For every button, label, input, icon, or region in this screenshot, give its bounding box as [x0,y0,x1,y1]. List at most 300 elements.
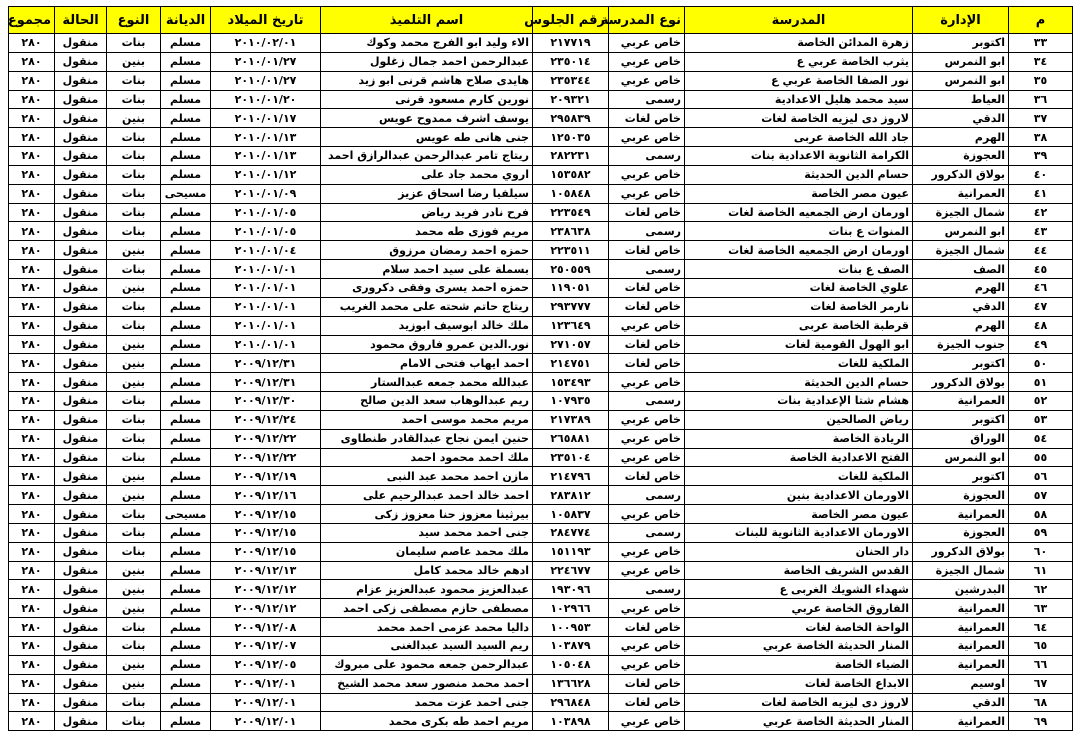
cell-gender: بنات [107,637,161,656]
cell-school: عيون مصر الخاصة [685,184,913,203]
cell-administration: ابو النمرس [913,222,1009,241]
table-row [9,637,1073,656]
cell-birth-date: ٢٠٠٩/١٢/١٦ [211,486,321,505]
cell-gender: بنات [107,429,161,448]
cell-birth-date: ٢٠٠٩/١٢/١٥ [211,505,321,524]
table-header-row [9,7,1073,34]
cell-seat-number: ١٥٣٤٩٣ [533,373,609,392]
cell-birth-date: ٢٠١٠/٠١/٢٠ [211,90,321,109]
cell-row-number: ٦٤ [1009,618,1073,637]
cell-school: المنار الحديثة الخاصة عربي [685,712,913,731]
cell-school-type: رسمى [609,222,685,241]
cell-student-name: احمد خالد احمد عبدالرحيم على [321,486,533,505]
cell-school: دار الحنان [685,542,913,561]
cell-school: حسام الدين الحديثة [685,165,913,184]
cell-student-name: نورين كارم مسعود قرنى [321,90,533,109]
cell-school-type: خاص لغات [609,241,685,260]
cell-school: علوي الخاصة لغات [685,278,913,297]
cell-birth-date: ٢٠٠٩/١٢/١٩ [211,467,321,486]
cell-seat-number: ١٠٧٩٣٥ [533,392,609,411]
cell-religion: مسلم [161,467,211,486]
table-row [9,354,1073,373]
cell-seat-number: ٢٢٤٦٧٧ [533,561,609,580]
table-row [9,561,1073,580]
cell-student-name: ادهم خالد محمد كامل [321,561,533,580]
cell-birth-date: ٢٠٠٩/١٢/٠٨ [211,618,321,637]
cell-school-type: خاص لغات [609,297,685,316]
cell-birth-date: ٢٠٠٩/١٢/١٢ [211,599,321,618]
cell-religion: مسلم [161,674,211,693]
cell-seat-number: ١١٩٠٥١ [533,278,609,297]
cell-status: منقول [55,580,107,599]
cell-student-name: مريم فوزى طه محمد [321,222,533,241]
cell-total: ٢٨٠ [9,599,55,618]
cell-school-type: رسمى [609,392,685,411]
cell-student-name: فرح نادر فريد رياض [321,203,533,222]
cell-seat-number: ٢٩٣٧٧٧ [533,297,609,316]
cell-religion: مسلم [161,34,211,53]
cell-student-name: هايدى صلاح هاشم قرنى ابو زيد [321,71,533,90]
cell-birth-date: ٢٠٠٩/١٢/٠١ [211,693,321,712]
cell-gender: بنات [107,297,161,316]
cell-administration: اكتوبر [913,34,1009,53]
cell-birth-date: ٢٠٠٩/١٢/٠١ [211,712,321,731]
cell-gender: بنات [107,147,161,166]
cell-school: الفاروق الخاصة عربي [685,599,913,618]
cell-birth-date: ٢٠٠٩/١٢/٣١ [211,373,321,392]
table-row [9,184,1073,203]
cell-student-name: يوسف اشرف ممدوح عويس [321,109,533,128]
cell-seat-number: ٢١٤٧٥١ [533,354,609,373]
cell-school: المنوات ع بنات [685,222,913,241]
cell-status: منقول [55,655,107,674]
cell-religion: مسلم [161,655,211,674]
cell-status: منقول [55,128,107,147]
cell-status: منقول [55,335,107,354]
cell-religion: مسلم [161,165,211,184]
cell-total: ٢٨٠ [9,373,55,392]
cell-birth-date: ٢٠٠٩/١٢/٠٧ [211,637,321,656]
cell-row-number: ٥١ [1009,373,1073,392]
cell-total: ٢٨٠ [9,71,55,90]
cell-student-name: ريم عبدالوهاب سعد الدين صالح [321,392,533,411]
table-row [9,448,1073,467]
cell-seat-number: ١٠٢٩٦٦ [533,599,609,618]
cell-religion: مسلم [161,693,211,712]
cell-religion: مسلم [161,410,211,429]
cell-administration: العجوزة [913,523,1009,542]
cell-seat-number: ٢٨٤٧٧٤ [533,523,609,542]
cell-student-name: داليا محمد عزمى احمد محمد [321,618,533,637]
table-row [9,505,1073,524]
cell-birth-date: ٢٠٠٩/١٢/٠٥ [211,655,321,674]
cell-school-type: خاص عربي [609,429,685,448]
cell-gender: بنات [107,165,161,184]
header-seat-number: رقم الجلوس [533,7,609,34]
cell-birth-date: ٢٠١٠/٠١/٢٧ [211,71,321,90]
cell-row-number: ٤١ [1009,184,1073,203]
cell-seat-number: ٢٣٥٠١٤ [533,52,609,71]
cell-administration: شمال الجيزة [913,203,1009,222]
cell-school-type: خاص لغات [609,467,685,486]
cell-school-type: خاص عربي [609,52,685,71]
cell-administration: بولاق الدكرور [913,542,1009,561]
cell-school: الكرامة الثانوية الاعدادية بنات [685,147,913,166]
cell-school-type: خاص لغات [609,335,685,354]
cell-school: الملكية للغات [685,467,913,486]
cell-religion: مسلم [161,542,211,561]
cell-religion: مسلم [161,335,211,354]
cell-school: نارمر الخاصة لغات [685,297,913,316]
cell-school: الضياء الخاصة [685,655,913,674]
cell-status: منقول [55,165,107,184]
cell-religion: مسلم [161,222,211,241]
cell-school-type: خاص لغات [609,618,685,637]
cell-school: زهرة المدائن الخاصة [685,34,913,53]
cell-gender: بنات [107,448,161,467]
cell-school: لاروز دى ليزيه الخاصة لغات [685,693,913,712]
cell-student-name: عبدالرحمن احمد جمال زغلول [321,52,533,71]
cell-seat-number: ٢٩٦٨٤٨ [533,693,609,712]
cell-gender: بنين [107,467,161,486]
cell-status: منقول [55,260,107,279]
cell-row-number: ٤٧ [1009,297,1073,316]
cell-row-number: ٦٧ [1009,674,1073,693]
cell-total: ٢٨٠ [9,354,55,373]
cell-student-name: اروي محمد جاد على [321,165,533,184]
cell-total: ٢٨٠ [9,316,55,335]
table-row [9,128,1073,147]
cell-status: منقول [55,203,107,222]
cell-total: ٢٨٠ [9,90,55,109]
cell-row-number: ٤٦ [1009,278,1073,297]
cell-gender: بنين [107,674,161,693]
cell-religion: مسيحى [161,184,211,203]
cell-school-type: رسمى [609,260,685,279]
cell-status: منقول [55,392,107,411]
cell-status: منقول [55,278,107,297]
cell-seat-number: ٢٣٥٣٤٤ [533,71,609,90]
cell-administration: الدقي [913,109,1009,128]
cell-row-number: ٥٣ [1009,410,1073,429]
cell-status: منقول [55,34,107,53]
cell-seat-number: ١٢٥٠٣٥ [533,128,609,147]
cell-administration: ابو النمرس [913,71,1009,90]
cell-school-type: خاص عربي [609,712,685,731]
table-row [9,429,1073,448]
cell-student-name: عبدالله محمد جمعه عبدالستار [321,373,533,392]
cell-status: منقول [55,184,107,203]
cell-status: منقول [55,505,107,524]
cell-row-number: ٤٢ [1009,203,1073,222]
cell-administration: بولاق الدكرور [913,165,1009,184]
cell-row-number: ٣٨ [1009,128,1073,147]
cell-total: ٢٨٠ [9,335,55,354]
cell-religion: مسلم [161,712,211,731]
cell-school: عيون مصر الخاصة [685,505,913,524]
cell-row-number: ٣٧ [1009,109,1073,128]
cell-administration: البدرشين [913,580,1009,599]
cell-administration: العمرانية [913,637,1009,656]
cell-status: منقول [55,373,107,392]
cell-status: منقول [55,147,107,166]
cell-status: منقول [55,712,107,731]
cell-religion: مسلم [161,429,211,448]
cell-gender: بنات [107,410,161,429]
cell-row-number: ٤٤ [1009,241,1073,260]
cell-student-name: ريم السيد السيد عبدالغنى [321,637,533,656]
cell-birth-date: ٢٠١٠/٠١/٠٥ [211,222,321,241]
cell-religion: مسيحى [161,505,211,524]
cell-school-type: خاص لغات [609,109,685,128]
cell-status: منقول [55,429,107,448]
cell-total: ٢٨٠ [9,34,55,53]
cell-school-type: رسمى [609,523,685,542]
cell-school: الواحة الخاصة لغات [685,618,913,637]
cell-administration: العمرانية [913,505,1009,524]
table-row [9,618,1073,637]
cell-administration: الهرم [913,278,1009,297]
cell-seat-number: ١٠٥٨٣٧ [533,505,609,524]
cell-administration: الوراق [913,429,1009,448]
cell-gender: بنين [107,278,161,297]
cell-total: ٢٨٠ [9,241,55,260]
cell-total: ٢٨٠ [9,618,55,637]
cell-school: اورمان ارض الجمعيه الخاصة لغات [685,241,913,260]
cell-row-number: ٤٣ [1009,222,1073,241]
cell-school: سيد محمد هليل الاعدادية [685,90,913,109]
cell-school-type: خاص لغات [609,674,685,693]
cell-row-number: ٣٦ [1009,90,1073,109]
cell-student-name: حمزه احمد رمضان مرزوق [321,241,533,260]
table-row [9,580,1073,599]
cell-status: منقول [55,674,107,693]
cell-gender: بنين [107,52,161,71]
cell-school-type: خاص عربي [609,128,685,147]
cell-school: حسام الدين الحديثة [685,373,913,392]
cell-gender: بنات [107,523,161,542]
cell-administration: ابو النمرس [913,52,1009,71]
cell-school-type: خاص لغات [609,693,685,712]
cell-gender: بنين [107,373,161,392]
cell-student-name: جنى احمد عزت محمد [321,693,533,712]
cell-total: ٢٨٠ [9,165,55,184]
cell-religion: مسلم [161,71,211,90]
cell-total: ٢٨٠ [9,486,55,505]
cell-status: منقول [55,693,107,712]
cell-school: الريادة الخاصة [685,429,913,448]
cell-status: منقول [55,410,107,429]
cell-total: ٢٨٠ [9,203,55,222]
cell-seat-number: ١٠٥٨٤٨ [533,184,609,203]
cell-total: ٢٨٠ [9,674,55,693]
cell-religion: مسلم [161,203,211,222]
cell-school-type: خاص لغات [609,354,685,373]
cell-row-number: ٣٩ [1009,147,1073,166]
cell-school-type: رسمى [609,486,685,505]
cell-school-type: خاص لغات [609,203,685,222]
cell-total: ٢٨٠ [9,278,55,297]
cell-administration: العمرانية [913,599,1009,618]
cell-birth-date: ٢٠١٠/٠١/١٧ [211,109,321,128]
cell-gender: بنات [107,34,161,53]
cell-seat-number: ٢٠٩٣٢١ [533,90,609,109]
cell-total: ٢٨٠ [9,147,55,166]
cell-student-name: عبدالرحمن جمعه محمود على مبروك [321,655,533,674]
cell-seat-number: ١٥٣٥٨٢ [533,165,609,184]
cell-gender: بنات [107,90,161,109]
cell-seat-number: ٢٣٥١٠٤ [533,448,609,467]
cell-birth-date: ٢٠١٠/٠١/٢٧ [211,52,321,71]
table-row [9,52,1073,71]
cell-status: منقول [55,222,107,241]
cell-gender: بنات [107,71,161,90]
table-row [9,523,1073,542]
cell-total: ٢٨٠ [9,467,55,486]
cell-total: ٢٨٠ [9,542,55,561]
cell-seat-number: ١٠٥٠٤٨ [533,655,609,674]
cell-seat-number: ٢٧١٠٥٧ [533,335,609,354]
cell-administration: ابو النمرس [913,448,1009,467]
cell-birth-date: ٢٠٠٩/١٢/٠١ [211,674,321,693]
cell-school-type: خاص عربي [609,71,685,90]
cell-gender: بنات [107,505,161,524]
table-row [9,260,1073,279]
cell-administration: بولاق الدكرور [913,373,1009,392]
cell-total: ٢٨٠ [9,109,55,128]
cell-birth-date: ٢٠٠٩/١٢/٢٢ [211,429,321,448]
cell-birth-date: ٢٠٠٩/١٢/١٢ [211,580,321,599]
cell-row-number: ٥٢ [1009,392,1073,411]
cell-student-name: ملك احمد محمود احمد [321,448,533,467]
cell-student-name: حمزه احمد يسرى وفقى دكرورى [321,278,533,297]
cell-administration: الصف [913,260,1009,279]
cell-birth-date: ٢٠٠٩/١٢/١٥ [211,542,321,561]
cell-gender: بنات [107,222,161,241]
cell-administration: الهرم [913,316,1009,335]
cell-school-type: خاص عربي [609,165,685,184]
cell-school: نور الصفا الخاصة عربي ع [685,71,913,90]
cell-administration: شمال الجيزة [913,241,1009,260]
cell-student-name: جنى هانى طه عويس [321,128,533,147]
cell-birth-date: ٢٠٠٩/١٢/٢٤ [211,410,321,429]
table-row [9,109,1073,128]
cell-gender: بنين [107,335,161,354]
cell-seat-number: ٢٩٥٨٣٩ [533,109,609,128]
cell-school: جاد الله الخاصة عربى [685,128,913,147]
cell-seat-number: ٢٥٠٥٥٩ [533,260,609,279]
cell-birth-date: ٢٠٠٩/١٢/٣١ [211,354,321,373]
cell-row-number: ٦٠ [1009,542,1073,561]
cell-birth-date: ٢٠١٠/٠١/٠٩ [211,184,321,203]
cell-row-number: ٦١ [1009,561,1073,580]
table-row [9,297,1073,316]
cell-gender: بنين [107,241,161,260]
cell-school-type: خاص عربي [609,373,685,392]
cell-row-number: ٤٥ [1009,260,1073,279]
cell-school: لاروز دى ليزيه الخاصة لغات [685,109,913,128]
cell-school: القدس الشريف الخاصة [685,561,913,580]
cell-religion: مسلم [161,523,211,542]
table-row [9,410,1073,429]
cell-school: هشام شتا الإعدادية بنات [685,392,913,411]
table-row [9,599,1073,618]
cell-religion: مسلم [161,128,211,147]
cell-status: منقول [55,542,107,561]
cell-religion: مسلم [161,297,211,316]
cell-birth-date: ٢٠١٠/٠١/١٢ [211,165,321,184]
cell-school: الفتح الاعدادية الخاصة [685,448,913,467]
cell-gender: بنات [107,712,161,731]
cell-seat-number: ٢٢٣٥١١ [533,241,609,260]
cell-gender: بنات [107,260,161,279]
cell-student-name: حنين ايمن نجاح عبدالقادر طنطاوى [321,429,533,448]
cell-total: ٢٨٠ [9,561,55,580]
cell-gender: بنات [107,693,161,712]
cell-religion: مسلم [161,561,211,580]
cell-row-number: ٥٨ [1009,505,1073,524]
cell-row-number: ٤٨ [1009,316,1073,335]
cell-religion: مسلم [161,90,211,109]
cell-birth-date: ٢٠١٠/٠١/٠٤ [211,241,321,260]
cell-birth-date: ٢٠١٠/٠١/١٣ [211,128,321,147]
cell-religion: مسلم [161,278,211,297]
cell-status: منقول [55,599,107,618]
cell-birth-date: ٢٠١٠/٠١/٠٥ [211,203,321,222]
cell-status: منقول [55,71,107,90]
cell-birth-date: ٢٠١٠/٠١/٠١ [211,297,321,316]
cell-seat-number: ١٩٣٠٩٦ [533,580,609,599]
cell-student-name: بسملة على سيد احمد سلام [321,260,533,279]
cell-row-number: ٤٩ [1009,335,1073,354]
table-row [9,486,1073,505]
cell-birth-date: ٢٠١٠/٠١/٠١ [211,260,321,279]
cell-school: المنار الحديثة الخاصة عربي [685,637,913,656]
cell-administration: اكتوبر [913,467,1009,486]
cell-school-type: خاص عربي [609,316,685,335]
cell-status: منقول [55,52,107,71]
cell-student-name: نور.الدين عمرو فاروق محمود [321,335,533,354]
cell-gender: بنات [107,542,161,561]
table-row [9,90,1073,109]
table-row [9,241,1073,260]
header-student-name: اسم التلميذ [321,7,533,34]
cell-school-type: خاص عربي [609,505,685,524]
table-row [9,674,1073,693]
cell-religion: مسلم [161,637,211,656]
cell-administration: شمال الجيزة [913,561,1009,580]
cell-administration: العياط [913,90,1009,109]
cell-student-name: احمد محمد منصور سعد محمد الشيخ [321,674,533,693]
cell-birth-date: ٢٠١٠/٠٢/٠١ [211,34,321,53]
cell-administration: اوسيم [913,674,1009,693]
cell-status: منقول [55,486,107,505]
cell-total: ٢٨٠ [9,505,55,524]
cell-school: يثرب الخاصة عربي ع [685,52,913,71]
cell-seat-number: ١٢٣٦٤٩ [533,316,609,335]
cell-school: شهداء الشويك الغربى ع [685,580,913,599]
table-row [9,693,1073,712]
cell-gender: بنات [107,316,161,335]
table-row [9,71,1073,90]
cell-row-number: ٥٤ [1009,429,1073,448]
cell-gender: بنين [107,486,161,505]
cell-school: ابو الهول القومية لغات [685,335,913,354]
cell-school: الابداع الخاصة لغات [685,674,913,693]
cell-seat-number: ٢٢٣٥٤٩ [533,203,609,222]
cell-administration: العمرانية [913,392,1009,411]
cell-school-type: خاص عربي [609,637,685,656]
